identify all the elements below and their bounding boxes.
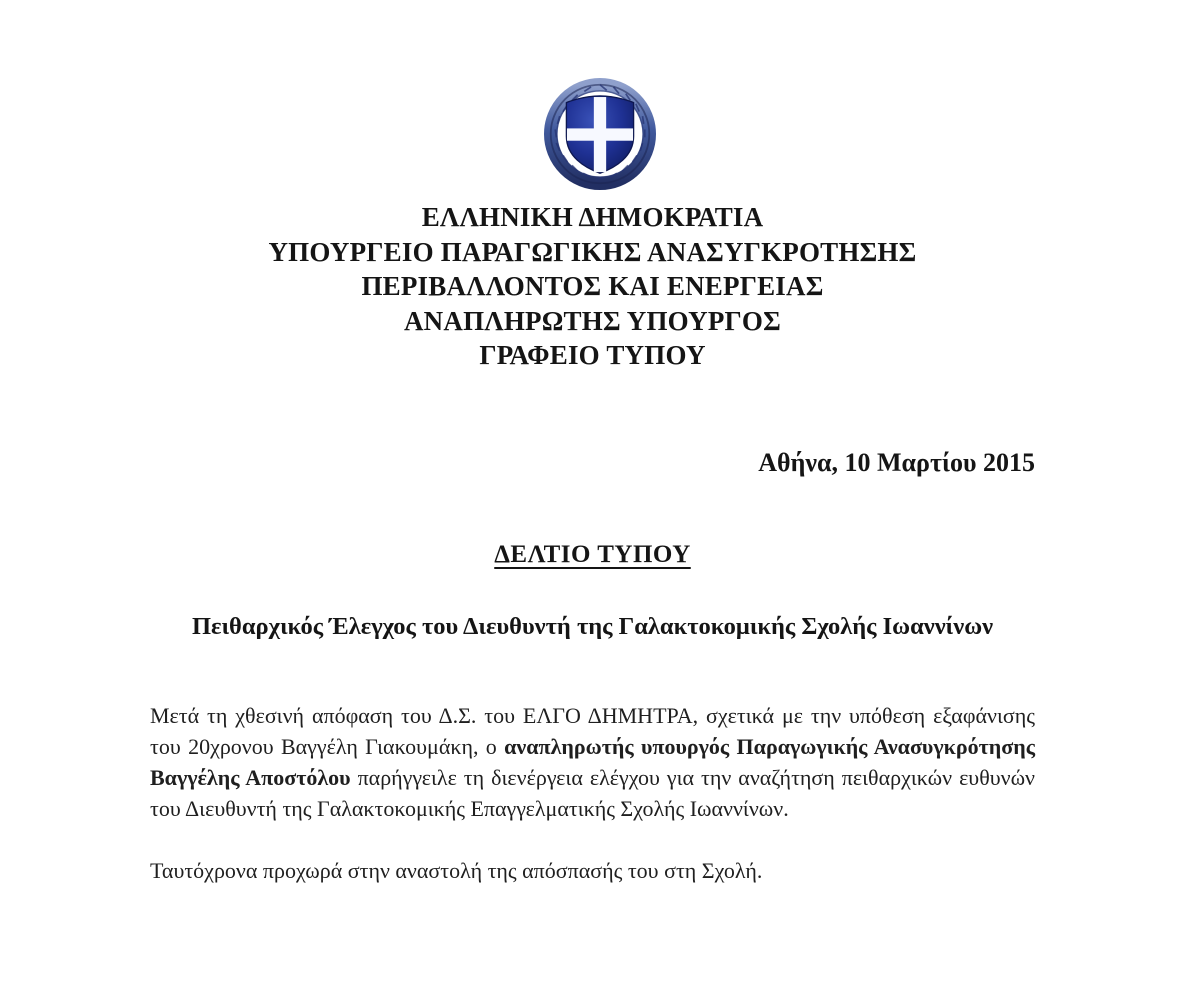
header-line-4: ΑΝΑΠΛΗΡΩΤΗΣ ΥΠΟΥΡΓΟΣ bbox=[403, 305, 781, 336]
paragraph-1-part-1: Μετά τη χθεσινή απόφαση του Δ.Σ. του ΕΛΓΟ ΔΗΜΗΤΡΑ, σχετικά με την υπόθεση εξαφάνισης του 20χρονου Βαγγέλη Γιακουμάκη, ο bbox=[150, 703, 1035, 759]
header-line-3: ΠΕΡΙΒΑΛΛΟΝΤΟΣ ΚΑΙ ΕΝΕΡΓΕΙΑΣ bbox=[361, 271, 824, 301]
paragraph-1-bold-run: αναπληρωτής υπουργός Παραγωγικής Ανασυγκρότησης Βαγγέλης Αποστόλου bbox=[150, 734, 1035, 790]
paragraph-1-part-3: παρήγγειλε τη διενέργεια ελέγχου για την αναζήτηση πειθαρχικών ευθυνών του Διευθυντή της Γαλακτοκομικής Επαγγελματικής Σχολής Ιωαννίνων. bbox=[150, 765, 1036, 821]
greek-coat-of-arms-icon bbox=[544, 78, 656, 190]
body-paragraph-1 bbox=[150, 700, 1035, 824]
subject-heading: Πειθαρχικός Έλεγχος του Διευθυντή της Γαλακτοκομικής Σχολής Ιωαννίνων bbox=[191, 613, 994, 640]
document-body bbox=[150, 700, 1035, 886]
emblem-container bbox=[0, 78, 1200, 190]
header-line-2: ΥΠΟΥΡΓΕΙΟ ΠΑΡΑΓΩΓΙΚΗΣ ΑΝΑΣΥΓΚΡΟΤΗΣΗΣ bbox=[268, 236, 917, 267]
body-paragraph-2: Ταυτόχρονα προχωρά στην αναστολή της απόσπασής του στη Σχολή. bbox=[150, 858, 763, 883]
date-line: Αθήνα, 10 Μαρτίου 2015 bbox=[758, 448, 1035, 477]
page-title: ΔΕΛΤΙΟ ΤΥΠΟΥ bbox=[494, 541, 691, 568]
ministry-header bbox=[150, 200, 1035, 373]
header-line-5: ΓΡΑΦΕΙΟ ΤΥΠΟΥ bbox=[479, 340, 706, 370]
header-line-1: ΕΛΛΗΝΙΚΗ ΔΗΜΟΚΡΑΤΙΑ bbox=[421, 202, 764, 232]
